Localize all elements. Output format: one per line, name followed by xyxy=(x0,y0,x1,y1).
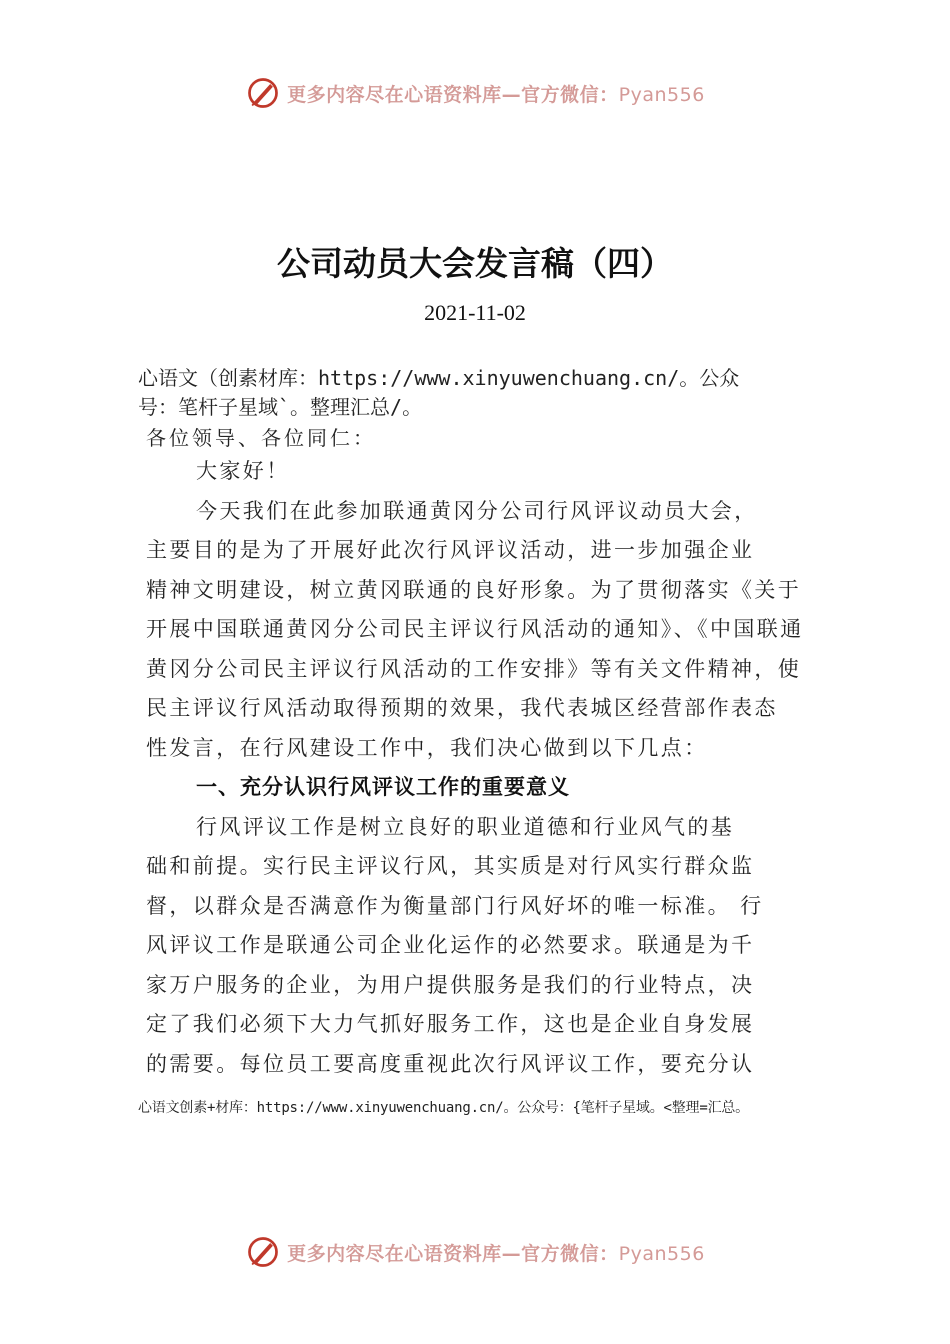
paragraph-line: 础和前提。实行民主评议行风，其实质是对行风实行群众监 xyxy=(146,854,755,878)
paragraph-line: 督，以群众是否满意作为衡量部门行风好坏的唯一标准。 行 xyxy=(146,893,764,918)
quill-pen-logo-icon xyxy=(245,1234,281,1270)
paragraph-line: 精神文明建设，树立黄冈联通的良好形象。为了贯彻落实《关于 xyxy=(146,577,802,602)
paragraph-line: 性发言，在行风建设工作中，我们决心做到以下几点： xyxy=(146,735,708,760)
paragraph-line: 行风评议工作是树立良好的职业道德和行业风气的基 xyxy=(196,814,735,839)
source-line: 心语文（创素材库：https://www.xinyuwenchuang.cn/。公众 xyxy=(138,366,740,390)
footer-banner xyxy=(0,1232,950,1272)
footer-source-note: 心语文创素+材库：https://www.xinyuwenchuang.cn/。公众号：{笔杆子星域。<整理=汇总。 xyxy=(138,1100,749,1116)
paragraph-line: 开展中国联通黄冈分公司民主评议行风活动的通知》、《中国联通 xyxy=(146,617,804,641)
salutation: 各位领导、各位同仁： xyxy=(146,426,376,450)
source-line: 号：笔杆子星域`。整理汇总/。 xyxy=(138,395,423,419)
header-banner-text: 更多内容尽在心语资料库—官方微信：Pyan556 xyxy=(287,83,705,106)
paragraph-line: 今天我们在此参加联通黄冈分公司行风评议动员大会， xyxy=(196,498,758,523)
header-banner xyxy=(0,73,950,113)
paragraph-line: 黄冈分公司民主评议行风活动的工作安排》等有关文件精神，使 xyxy=(146,656,802,681)
paragraph-line: 民主评议行风活动取得预期的效果，我代表城区经营部作表态 xyxy=(146,696,778,720)
paragraph-line: 大家好！ xyxy=(196,459,290,483)
paragraph-line: 定了我们必须下大力气抓好服务工作，这也是企业自身发展 xyxy=(146,1012,755,1036)
paragraph-line: 风评议工作是联通公司企业化运作的必然要求。联通是为千 xyxy=(146,933,755,957)
speech-body xyxy=(146,452,818,1084)
document-date: 2021-11-02 xyxy=(424,300,526,325)
document-title: 公司动员大会发言稿（四） xyxy=(277,244,673,283)
paragraph-line: 的需要。每位员工要高度重视此次行风评议工作，要充分认 xyxy=(146,1051,755,1076)
quill-pen-logo-icon xyxy=(245,75,281,111)
source-attribution xyxy=(138,364,828,422)
paragraph-line: 主要目的是为了开展好此次行风评议活动，进一步加强企业 xyxy=(146,538,755,562)
paragraph-line: 家万户服务的企业，为用户提供服务是我们的行业特点，决 xyxy=(146,972,755,997)
section-heading: 一、充分认识行风评议工作的重要意义 xyxy=(196,775,570,799)
footer-banner-text: 更多内容尽在心语资料库—官方微信：Pyan556 xyxy=(287,1242,705,1265)
